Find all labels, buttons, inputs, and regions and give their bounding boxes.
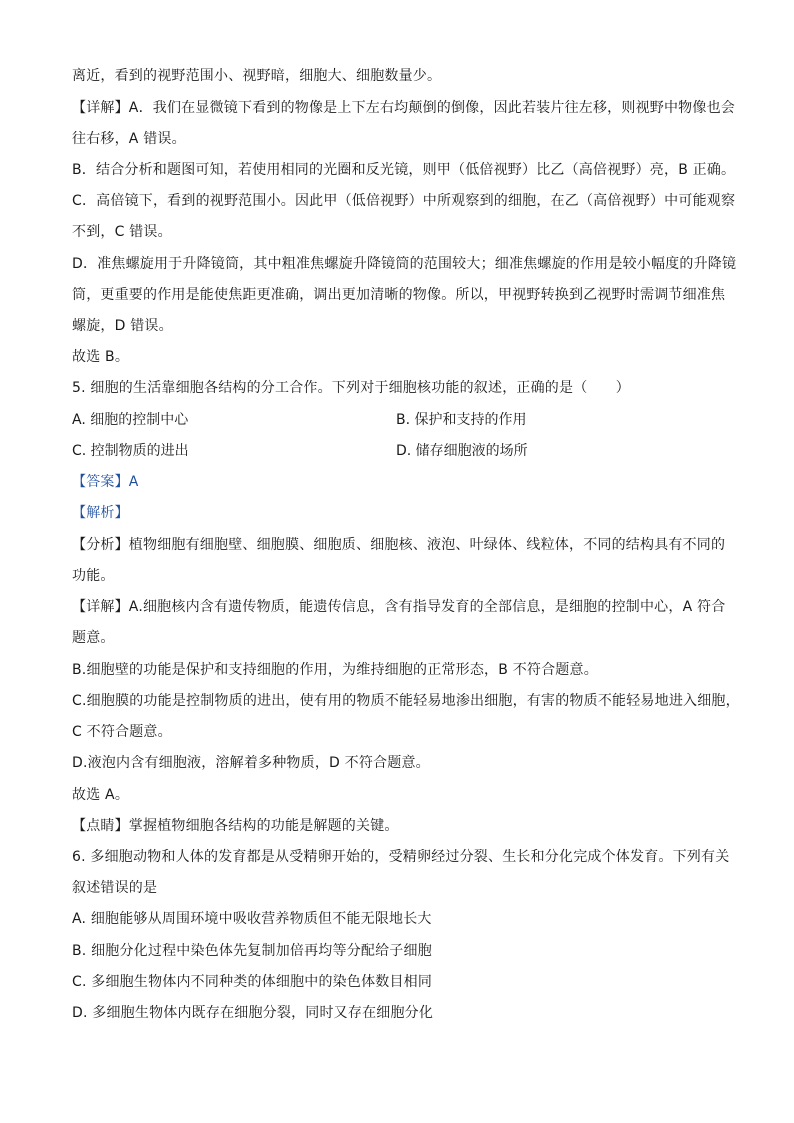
q5-option-d: D. 储存细胞液的场所 bbox=[396, 443, 528, 459]
text-line: 离近，看到的视野范围小、视野暗，细胞大、细胞数量少。 bbox=[72, 68, 442, 84]
text-line: C 不符合题意。 bbox=[72, 724, 172, 740]
text-line: 【详解】A．我们在显微镜下看到的物像是上下左右均颠倒的倒像，因此若装片往左移，则视野中物像也会 bbox=[72, 100, 735, 116]
question-6-stem-cont: 叙述错误的是 bbox=[72, 880, 158, 896]
text-line: B．结合分析和题图可知，若使用相同的光圈和反光镜，则甲（低倍视野）比乙（高倍视野）亮，B 正确。 bbox=[72, 162, 736, 178]
text-line: C．高倍镜下，看到的视野范围小。因此甲（低倍视野）中所观察到的细胞，在乙（高倍视野）中可能观察 bbox=[72, 193, 736, 209]
text-line: C.细胞膜的功能是控制物质的进出，使有用的物质不能轻易地渗出细胞，有害的物质不能轻易地进入细胞， bbox=[72, 693, 740, 709]
text-line: 筒，更重要的作用是能使焦距更准确，调出更加清晰的物像。所以，甲视野转换到乙视野时需调节细准焦 bbox=[72, 287, 726, 303]
text-line: 【分析】植物细胞有细胞壁、细胞膜、细胞质、细胞核、液泡、叶绿体、线粒体，不同的结构具有不同的 bbox=[72, 537, 726, 553]
text-line: 螺旋，D 错误。 bbox=[72, 318, 173, 334]
q5-option-c: C. 控制物质的进出 bbox=[72, 443, 189, 459]
text-line: 故选 A。 bbox=[72, 787, 130, 803]
text-line: 功能。 bbox=[72, 568, 115, 584]
text-line: D．准焦螺旋用于升降镜筒，其中粗准焦螺旋升降镜筒的范围较大；细准焦螺旋的作用是较小幅度的升降镜 bbox=[72, 256, 737, 272]
question-6-stem: 6. 多细胞动物和人体的发育都是从受精卵开始的，受精卵经过分裂、生长和分化完成个体发育。下列有关 bbox=[72, 849, 730, 865]
text-line: 【详解】A.细胞核内含有遗传物质，能遗传信息，含有指导发育的全部信息，是细胞的控制中心，A 符合 bbox=[72, 599, 726, 615]
text-line: 不到，C 错误。 bbox=[72, 224, 172, 240]
text-line: 往右移，A 错误。 bbox=[72, 131, 186, 147]
q5-answer: 【答案】A bbox=[72, 474, 139, 490]
q5-analysis-label: 【解析】 bbox=[72, 505, 129, 521]
q6-option-a: A. 细胞能够从周围环境中吸收营养物质但不能无限地长大 bbox=[72, 911, 432, 927]
text-line: 故选 B。 bbox=[72, 349, 130, 365]
q6-option-b: B. 细胞分化过程中染色体先复制加倍再均等分配给子细胞 bbox=[72, 943, 432, 959]
q5-option-a: A. 细胞的控制中心 bbox=[72, 412, 189, 428]
q5-option-b: B. 保护和支持的作用 bbox=[396, 412, 527, 428]
q6-option-d: D. 多细胞生物体内既存在细胞分裂，同时又存在细胞分化 bbox=[72, 1005, 434, 1021]
text-line: D.液泡内含有细胞液，溶解着多种物质，D 不符合题意。 bbox=[72, 755, 430, 771]
q6-option-c: C. 多细胞生物体内不同种类的体细胞中的染色体数目相同 bbox=[72, 974, 433, 990]
text-line: B.细胞壁的功能是保护和支持细胞的作用，为维持细胞的正常形态，B 不符合题意。 bbox=[72, 662, 598, 678]
question-5-stem: 5. 细胞的生活靠细胞各结构的分工合作。下列对于细胞核功能的叙述，正确的是（ ） bbox=[72, 380, 631, 396]
text-line: 【点睛】掌握植物细胞各结构的功能是解题的关键。 bbox=[72, 818, 399, 834]
text-line: 题意。 bbox=[72, 630, 115, 646]
